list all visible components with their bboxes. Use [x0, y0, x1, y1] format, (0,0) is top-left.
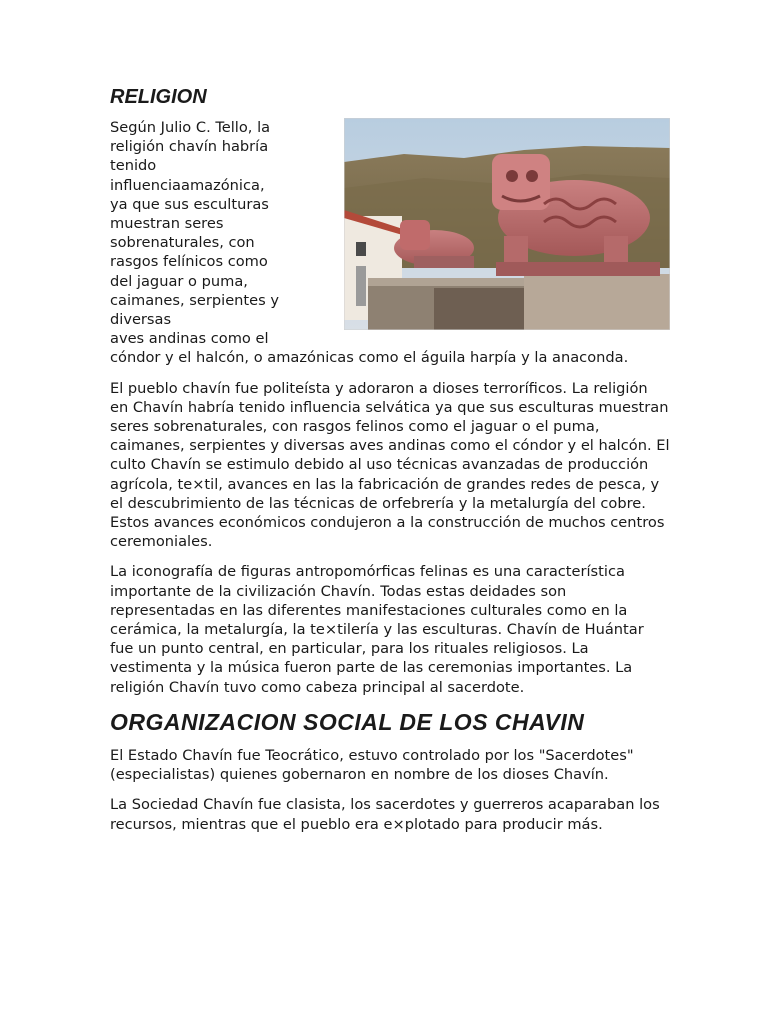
religion-heading: RELIGION — [110, 86, 207, 108]
intro-line: sobrenaturales, con — [110, 234, 255, 252]
religion-paragraph: La iconografía de figuras antropomórficas felinas es una característica importante de la civilización Chavín. Todas estas deidades son representadas en las diferentes manifestaciones culturales como en la cerámica, la metalurgía, la te×tilería y las esculturas. Chavín de Huántar fue un punto central, en particular, para los rituales religiosos. La vestimenta y la música fueron parte de las ceremonias importantes. La religión Chavín tuvo como cabeza principal al sacerdote. — [110, 563, 644, 696]
organizacion-heading: ORGANIZACION SOCIAL DE LOS CHAVIN — [110, 708, 585, 735]
intro-line: aves andinas como el — [110, 330, 269, 348]
intro-line: tenido — [110, 157, 157, 175]
intro-line: muestran seres — [110, 215, 224, 233]
document-body — [110, 84, 670, 845]
religion-intro — [110, 118, 670, 368]
religion-intro-text — [110, 118, 290, 348]
chavin-sculptures-photo — [344, 118, 670, 330]
organizacion-paragraph: La Sociedad Chavín fue clasista, los sacerdotes y guerreros acaparaban los recursos, mientras que el pueblo era e×plotado para producir más. — [110, 796, 660, 833]
intro-line: diversas — [110, 311, 172, 329]
intro-line: religión chavín habría — [110, 138, 269, 156]
organizacion-paragraph: El Estado Chavín fue Teocrático, estuvo controlado por los "Sacerdotes"(especialistas) quienes gobernaron en nombre de los dioses Chavín. — [110, 746, 634, 784]
intro-line: rasgos felínicos como — [110, 253, 268, 271]
religion-paragraph: El pueblo chavín fue politeísta y adoraron a dioses terroríficos. La religión en Chavín habría tenido influencia selvática ya que sus esculturas muestran seres sobrenaturales, con rasgos felinos como el jaguar o el puma, caimanes, serpientes y diversas aves andinas como el cóndor y el halcón. El culto Chavín se estimulo debido al uso técnicas avanzadas de producción agrícola, te×til, avances en las la fabricación de grandes redes de pesca, y el descubrimiento de las técnicas de orfebrería y la metalurgía del cobre. Estos avances económicos condujeron a la construcción de muchos centros ceremoniales. — [110, 379, 670, 551]
intro-line: ya que sus esculturas — [110, 195, 269, 213]
intro-line: influenciaamazónica, — [110, 176, 265, 194]
intro-line: del jaguar o puma, — [110, 272, 248, 290]
intro-line: caimanes, serpientes y — [110, 291, 279, 309]
intro-line: Según Julio C. Tello, la — [110, 119, 271, 136]
religion-intro-tail: cóndor y el halcón, o amazónicas como el águila harpía y la anaconda. — [110, 349, 629, 367]
